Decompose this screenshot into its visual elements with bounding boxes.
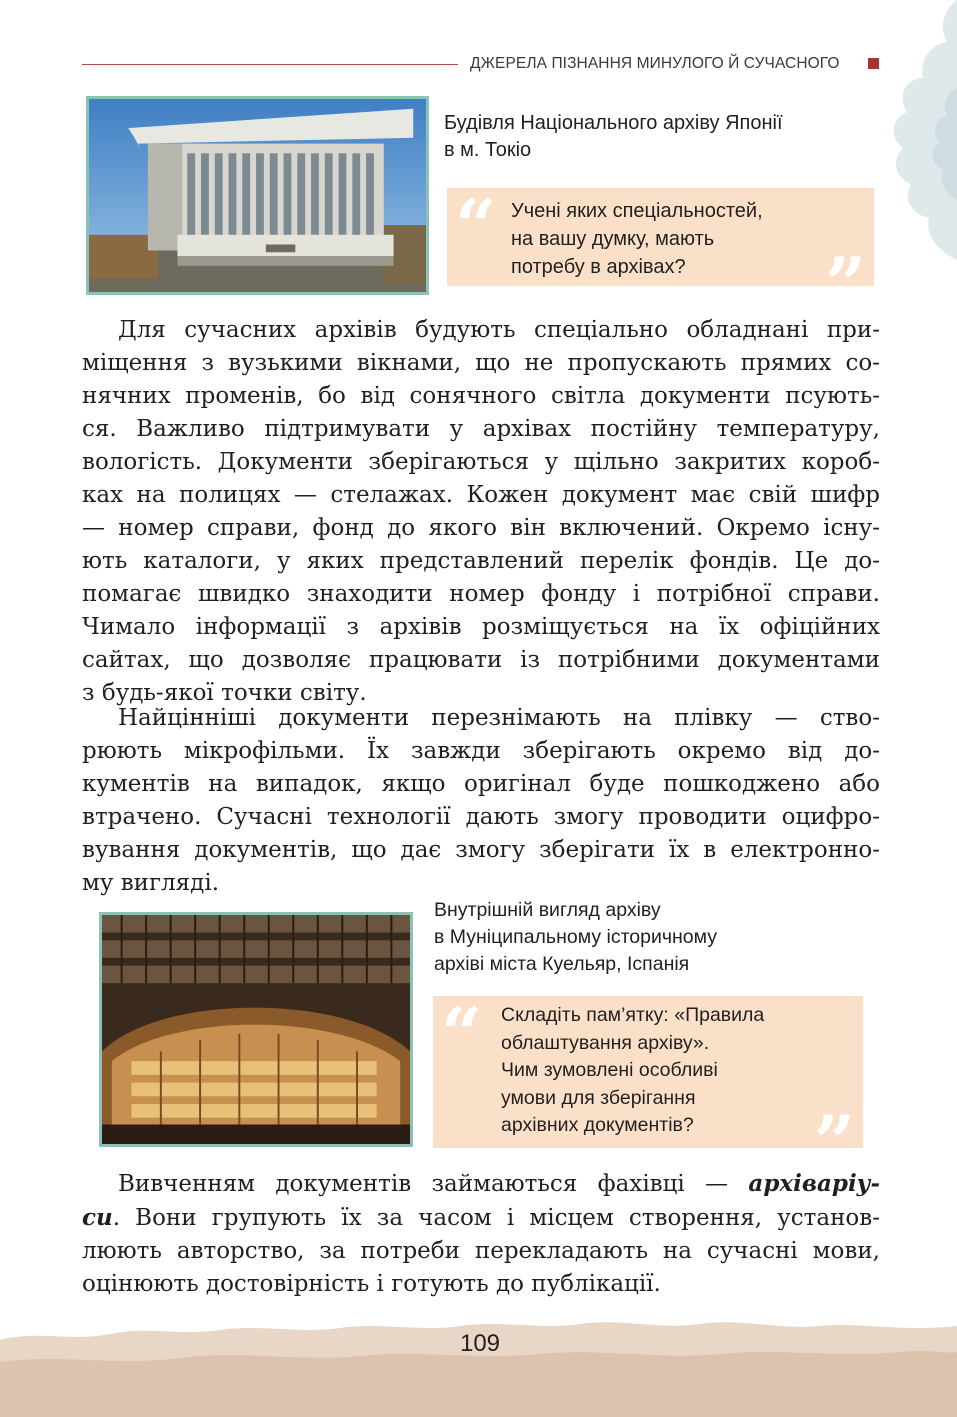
text-line: вологість. Документи зберігаються у щільно закритих короб-	[82, 449, 880, 475]
text-line: рюють мікрофільми. Їх завжди зберігають окремо від до-	[82, 738, 880, 764]
text-line: нячних променів, бо від сонячного світла документи псують-	[82, 383, 880, 409]
text-line: оцінюють достовірність і готують до публікації.	[82, 1271, 661, 1297]
header-rule	[82, 64, 458, 65]
text-line: вування документів, що дає змогу зберігати їх в електронно-	[82, 837, 880, 863]
assignment-line: облаштування архіву».	[501, 1031, 710, 1054]
figure2-caption-line: в Муніципальному історичному	[434, 926, 718, 948]
text-line: Для сучасних архівів будують спеціально обладнані при-	[118, 317, 880, 343]
text-line: Чимало інформації з архівів розміщується на їх офіційних	[82, 614, 880, 640]
close-quote-icon: ”	[824, 241, 866, 326]
japan-archive-photo	[86, 96, 429, 295]
assignment-line: умови для зберігання	[501, 1086, 696, 1109]
text-line: сайтах, що дозволяє працювати із потрібними документами	[82, 647, 880, 673]
paragraph-modern-archives	[82, 314, 880, 710]
close-quote-icon: ”	[813, 1099, 855, 1184]
running-header: ДЖЕРЕЛА ПІЗНАННЯ МИНУЛОГО Й СУЧАСНОГО	[470, 55, 840, 72]
figure2-caption-line: Внутрішній вигляд архіву	[434, 899, 661, 921]
text-line: му вигляді.	[82, 870, 220, 896]
assignment-text	[501, 1002, 801, 1140]
assignment-line: архівних документів?	[501, 1114, 694, 1136]
question-line: Учені яких спеціальностей,	[511, 200, 763, 222]
figure1-caption-line: в м. Токіо	[444, 139, 532, 161]
text-line: помагає швидко знаходити номер фонду і потрібної справи.	[82, 581, 880, 607]
discussion-question-text	[511, 197, 831, 281]
question-line: на вашу думку, мають	[511, 228, 715, 250]
header-marker	[868, 58, 879, 69]
cuellar-archive-photo	[99, 912, 413, 1147]
text-line: міщення з вузькими вікнами, що не пропускають прямих со-	[82, 350, 880, 376]
text-line: з будь-якої точки світу.	[82, 680, 367, 706]
figure2-caption	[434, 897, 794, 978]
figure1-caption-line: Будівля Національного архіву Японії	[444, 112, 783, 134]
open-quote-icon: “	[441, 991, 483, 1076]
text-segment: Вивченням документів займаються фахівці —	[118, 1171, 749, 1197]
paragraph-archivists	[82, 1167, 880, 1301]
paragraph-microfilms	[82, 702, 880, 900]
text-segment: . Вони групують їх за часом і місцем створення, установ-	[112, 1205, 880, 1231]
text-line	[82, 1167, 880, 1201]
text-line: ся. Важливо підтримувати у архівах постійну температуру,	[82, 416, 880, 442]
bottom-decorative-band	[0, 1300, 957, 1417]
assignment-box	[433, 991, 863, 1184]
text-line: кументів на випадок, якщо оригінал буде пошкоджено або	[82, 771, 880, 797]
text-line: ках на полицях — стелажах. Кожен документ має свій шифр	[82, 482, 880, 508]
text-line: ють каталоги, у яких представлений перелік фондів. Це до-	[82, 548, 880, 574]
term-archivists-end: си	[82, 1204, 113, 1231]
assignment-line: Чим зумовлені особливі	[501, 1059, 718, 1081]
text-line: люють авторство, за потреби перекладають на сучасні мови,	[82, 1238, 880, 1264]
discussion-question-box	[447, 183, 874, 326]
text-line: втрачено. Сучасні технології дають змогу проводити оцифро-	[82, 804, 880, 830]
assignment-line: Складіть пам’ятку: «Правила	[501, 1004, 765, 1026]
page-number: 109	[459, 1330, 501, 1357]
text-line: — номер справи, фонд до якого він включений. Окремо існу-	[82, 515, 880, 541]
open-quote-icon: “	[455, 183, 497, 268]
term-archivists: архіваріу-	[748, 1170, 880, 1197]
text-line	[82, 1201, 880, 1235]
figure2-caption-line: архіві міста Куельяр, Іспанія	[434, 953, 690, 975]
figure1-caption	[444, 110, 864, 164]
text-line: Найцінніші документи перезнімають на плівку — ство-	[118, 705, 880, 731]
question-line: потребу в архівах?	[511, 256, 686, 278]
